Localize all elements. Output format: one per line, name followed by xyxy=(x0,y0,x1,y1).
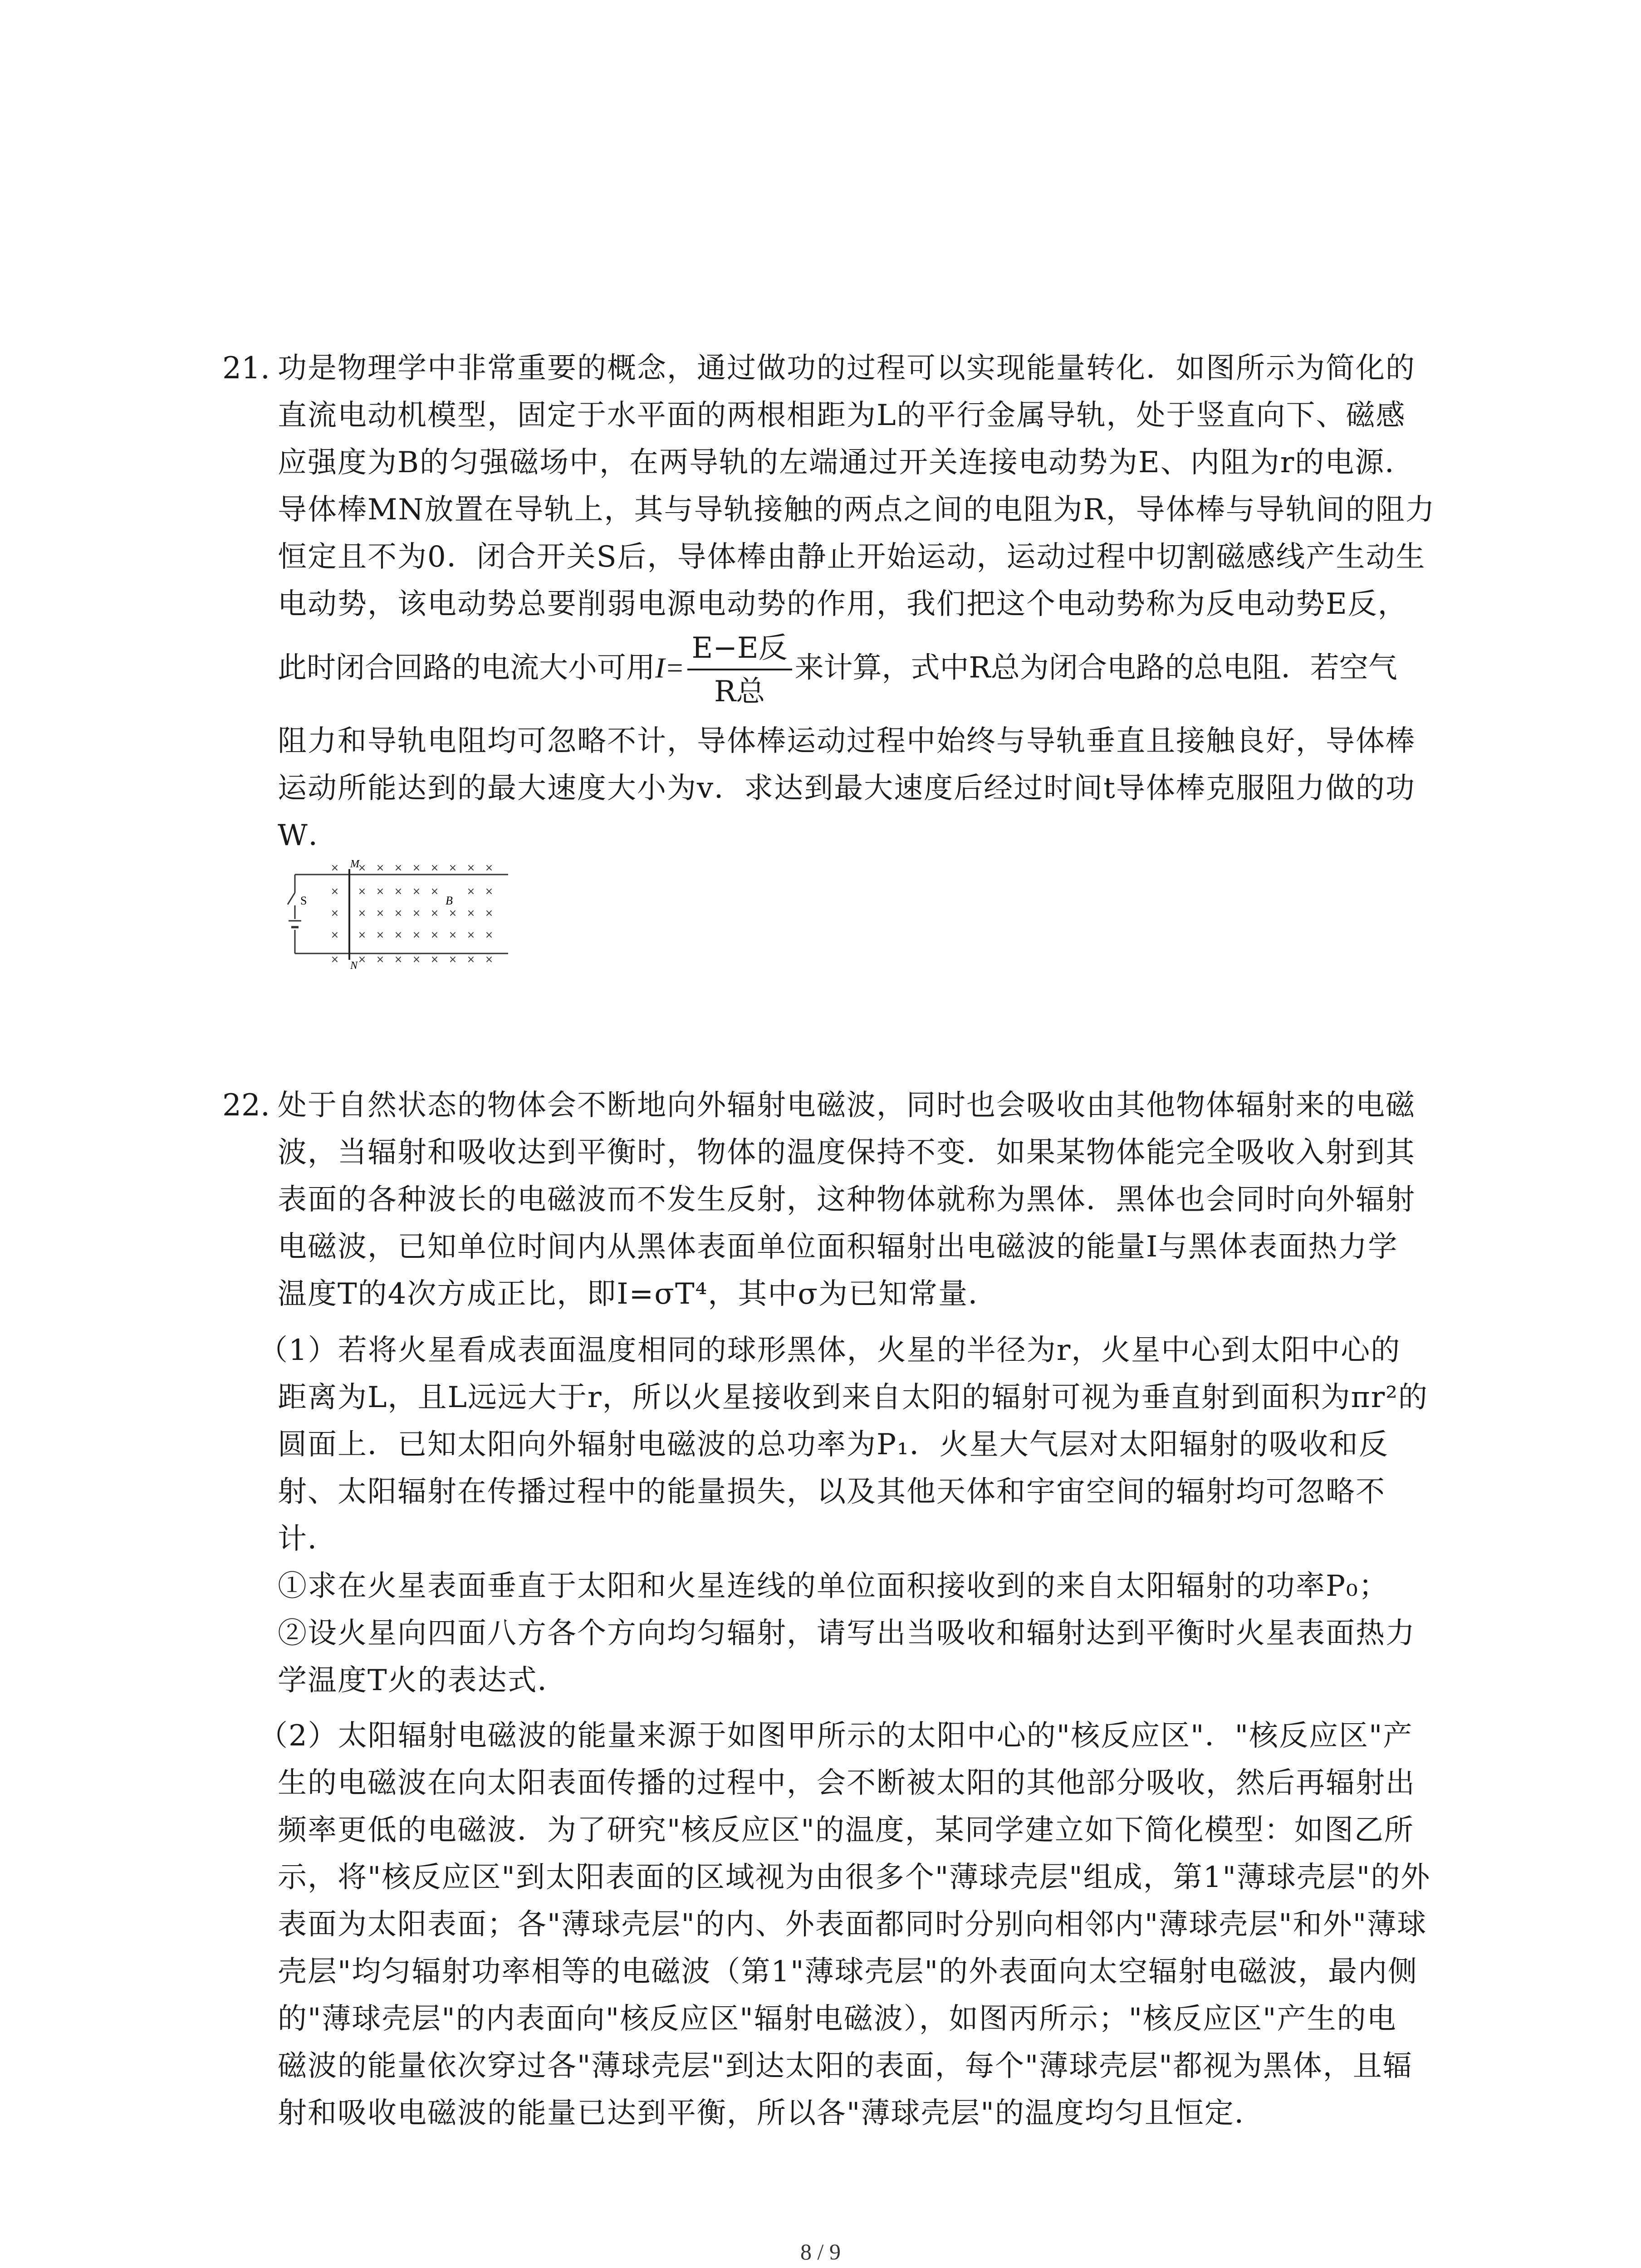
q22-line: 频率更低的电磁波．为了研究"核反应区"的温度，某同学建立如下简化模型：如图乙所 xyxy=(278,1813,1414,1847)
q22-line: 距离为L，且L远远大于r，所以火星接收到来自太阳的辐射可视为垂直射到面积为πr²的 xyxy=(278,1381,1428,1414)
field-cross-mark: × xyxy=(430,886,439,897)
field-cross-mark: × xyxy=(394,954,403,965)
field-cross-mark: × xyxy=(330,954,339,965)
field-cross-mark: × xyxy=(330,886,339,897)
q21-fraction-numerator: E−E反 xyxy=(687,631,792,670)
switch-label: S xyxy=(300,894,307,907)
q21-fraction xyxy=(687,631,792,709)
q22-line: 处于自然状态的物体会不断地向外辐射电磁波，同时也会吸收由其他物体辐射来的电磁 xyxy=(278,1089,1416,1122)
q21-line: W． xyxy=(278,819,338,852)
field-cross-mark: × xyxy=(376,954,385,965)
question-22-text xyxy=(278,1082,1416,1318)
field-cross-mark: × xyxy=(466,929,475,941)
q21-formula-line xyxy=(278,631,1397,709)
field-cross-mark: × xyxy=(485,862,494,874)
q21-formula-before: 此时闭合回路的电流大小可用 xyxy=(278,651,655,685)
field-cross-mark: × xyxy=(376,908,385,919)
field-cross-mark: × xyxy=(448,862,457,874)
field-cross-mark: × xyxy=(485,908,494,919)
field-cross-mark: × xyxy=(448,929,457,941)
field-cross-mark: × xyxy=(430,929,439,941)
field-cross-mark: × xyxy=(430,954,439,965)
q22-line: 波，当辐射和吸收达到平衡时，物体的温度保持不变．如果某物体能完全吸收入射到其 xyxy=(278,1136,1416,1169)
field-cross-mark: × xyxy=(430,908,439,919)
field-cross-mark: × xyxy=(394,908,403,919)
q22-line: 计． xyxy=(278,1522,338,1556)
q21-line: 导体棒MN放置在导轨上，其与导轨接触的两点之间的电阻为R，导体棒与导轨间的阻力 xyxy=(278,493,1435,527)
rod-end-M-label: M xyxy=(350,858,359,870)
q22-line: 磁波的能量依次穿过各"薄球壳层"到达太阳的表面，每个"薄球壳层"都视为黑体，且辐 xyxy=(278,2049,1413,2083)
field-cross-mark: × xyxy=(358,862,367,874)
question-21-text-cont xyxy=(278,718,1416,859)
field-cross-mark: × xyxy=(448,954,457,965)
q22-line: 表面的各种波长的电磁波而不发生反射，这种物体就称为黑体．黑体也会同时向外辐射 xyxy=(278,1183,1416,1217)
q21-line: 电动势，该电动势总要削弱电源电动势的作用，我们把这个电动势称为反电动势E反， xyxy=(278,587,1408,621)
q21-line: 功是物理学中非常重要的概念，通过做功的过程可以实现能量转化．如图所示为简化的 xyxy=(278,352,1416,385)
field-cross-mark: × xyxy=(376,862,385,874)
field-cross-mark: × xyxy=(330,862,339,874)
q22-line: ②设火星向四面八方各个方向均匀辐射，请写出当吸收和辐射达到平衡时火星表面热力 xyxy=(278,1617,1416,1650)
field-cross-mark: × xyxy=(466,886,475,897)
page-number: 8 / 9 xyxy=(800,2239,841,2264)
field-cross-mark: × xyxy=(358,954,367,965)
q21-line: 恒定且不为0．闭合开关S后，导体棒由静止开始运动，运动过程中切割磁感线产生动生 xyxy=(278,540,1426,574)
q22-line: 示，将"核反应区"到太阳表面的区域视为由很多个"薄球壳层"组成，第1"薄球壳层"的外 xyxy=(278,1861,1431,1894)
field-cross-mark: × xyxy=(376,929,385,941)
motor-model-figure xyxy=(281,857,517,971)
q21-formula-lhs: I= xyxy=(655,651,685,684)
q22-line: 的"薄球壳层"的内表面向"核反应区"辐射电磁波），如图丙所示；"核反应区"产生的电 xyxy=(278,2002,1397,2036)
question-21-text xyxy=(278,345,1435,628)
field-cross-mark: × xyxy=(358,886,367,897)
q22-line: 温度T的4次方成正比，即I=σT⁴，其中σ为已知常量． xyxy=(278,1277,999,1311)
q22-line: 学温度T火的表达式． xyxy=(278,1664,568,1697)
q22-line: （1）若将火星看成表面温度相同的球形黑体，火星的半径为r，火星中心到太阳中心的 xyxy=(259,1334,1401,1367)
field-cross-mark: × xyxy=(466,862,475,874)
field-cross-mark: × xyxy=(430,862,439,874)
q22-line: 壳层"均匀辐射功率相等的电磁波（第1"薄球壳层"的外表面向太空辐射电磁波，最内侧 xyxy=(278,1955,1418,1989)
q21-line: 应强度为B的匀强磁场中，在两导轨的左端通过开关连接电动势为E、内阻为r的电源． xyxy=(278,446,1415,479)
question-22-part2-cont xyxy=(278,1760,1430,2137)
field-cross-mark: × xyxy=(394,929,403,941)
q21-fraction-denominator: R总 xyxy=(714,675,765,709)
field-cross-mark: × xyxy=(358,908,367,919)
field-cross-mark: × xyxy=(412,908,421,919)
q22-line: 生的电磁波在向太阳表面传播的过程中，会不断被太阳的其他部分吸收，然后再辐射出 xyxy=(278,1766,1416,1800)
question-22-part1-cont xyxy=(278,1374,1428,1704)
field-cross-mark: × xyxy=(412,886,421,897)
question-22-part2 xyxy=(259,1712,1413,1760)
field-B-label: B xyxy=(446,894,453,907)
q22-line: 表面为太阳表面；各"薄球壳层"的内、外表面都同时分别向相邻内"薄球壳层"和外"薄球 xyxy=(278,1908,1427,1941)
field-cross-mark: × xyxy=(394,886,403,897)
q21-line: 运动所能达到的最大速度大小为v．求达到最大速度后经过时间t导体棒克服阻力做的功 xyxy=(278,772,1416,805)
field-cross-mark: × xyxy=(412,954,421,965)
question-22-number: 22. xyxy=(222,1088,270,1123)
field-cross-mark: × xyxy=(466,954,475,965)
field-cross-mark: × xyxy=(485,929,494,941)
field-cross-mark: × xyxy=(358,929,367,941)
q22-line: 射、太阳辐射在传播过程中的能量损失，以及其他天体和宇宙空间的辐射均可忽略不 xyxy=(278,1475,1386,1509)
field-cross-mark: × xyxy=(485,954,494,965)
field-cross-mark: × xyxy=(394,862,403,874)
field-cross-mark: × xyxy=(412,862,421,874)
q22-line: 电磁波，已知单位时间内从黑体表面单位面积辐射出电磁波的能量I与黑体表面热力学 xyxy=(278,1230,1398,1264)
q22-line: 射和吸收电磁波的能量已达到平衡，所以各"薄球壳层"的温度均匀且恒定． xyxy=(278,2097,1264,2130)
question-21-number: 21. xyxy=(222,351,270,386)
q21-line: 阻力和导轨电阻均可忽略不计，导体棒运动过程中始终与导轨垂直且接触良好，导体棒 xyxy=(278,724,1416,758)
q21-line: 直流电动机模型，固定于水平面的两根相距为L的平行金属导轨，处于竖直向下、磁感 xyxy=(278,399,1406,432)
field-cross-mark: × xyxy=(376,886,385,897)
q21-formula-after: 来计算，式中R总为闭合电路的总电阻．若空气 xyxy=(794,651,1397,685)
field-cross-mark: × xyxy=(412,929,421,941)
field-cross-mark: × xyxy=(448,908,457,919)
field-cross-mark: × xyxy=(330,929,339,941)
rod-end-N-label: N xyxy=(350,960,358,971)
q22-line: ①求在火星表面垂直于太阳和火星连线的单位面积接收到的来自太阳辐射的功率P₀； xyxy=(278,1569,1389,1603)
magnetic-field-crosses xyxy=(331,862,493,965)
field-cross-mark: × xyxy=(485,886,494,897)
q22-line: （2）太阳辐射电磁波的能量来源于如图甲所示的太阳中心的"核反应区"．"核反应区"产 xyxy=(259,1719,1413,1753)
field-cross-mark: × xyxy=(330,908,339,919)
question-22-part1 xyxy=(259,1327,1401,1374)
field-cross-mark: × xyxy=(466,908,475,919)
q22-line: 圆面上．已知太阳向外辐射电磁波的总功率为P₁．火星大气层对太阳辐射的吸收和反 xyxy=(278,1428,1389,1461)
